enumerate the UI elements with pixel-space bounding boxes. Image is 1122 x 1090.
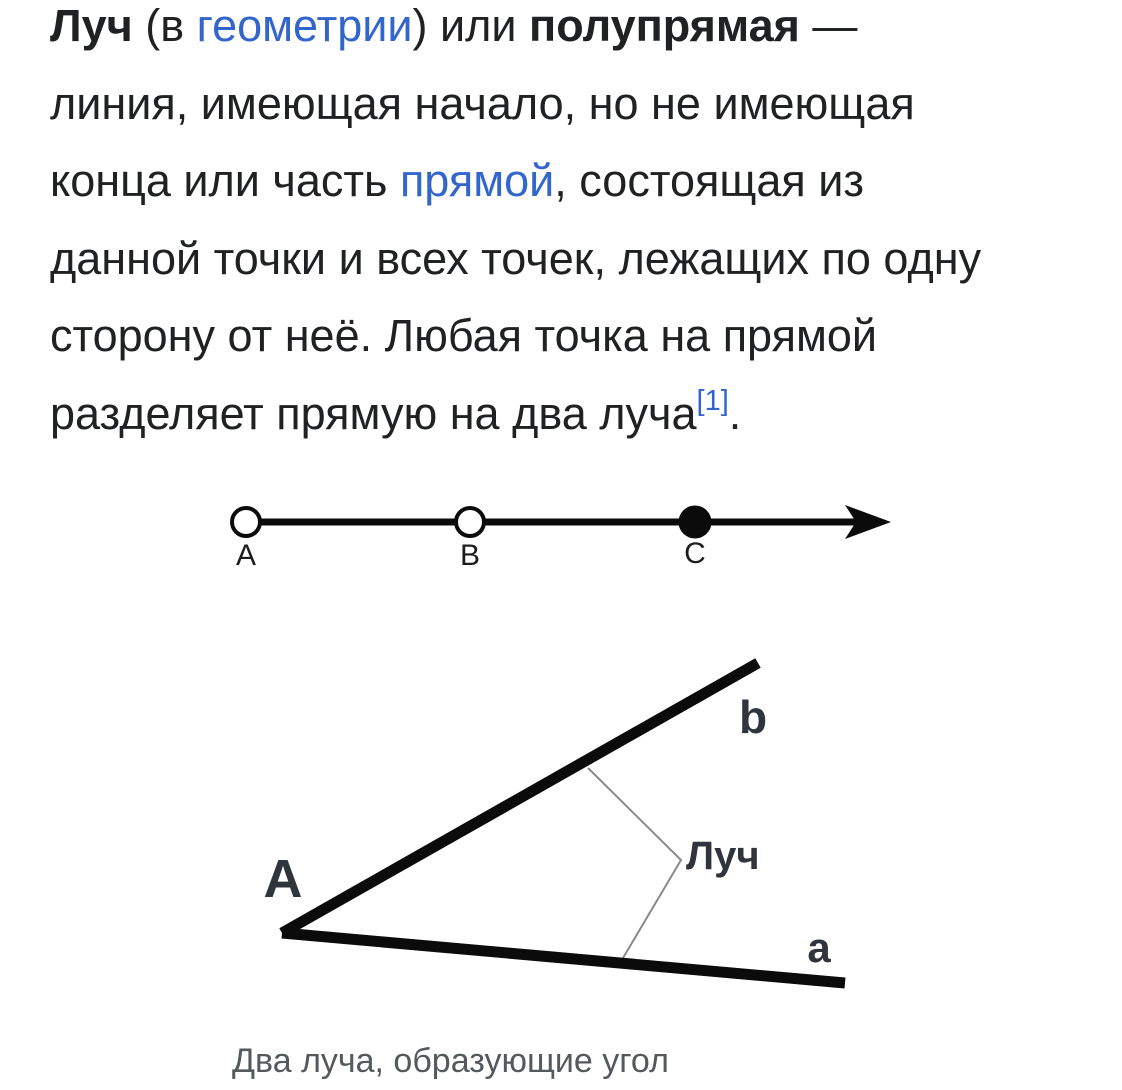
text-segment: сторону от неё. Любая точка на прямой	[50, 310, 878, 361]
text-line-2	[50, 65, 981, 143]
ray-a-label: a	[807, 924, 831, 971]
angle-rays-diagram	[230, 640, 890, 1000]
vertex-a-label: A	[263, 849, 303, 909]
text-line-4	[50, 220, 981, 298]
point-a-circle	[232, 508, 260, 536]
text-segment: разделяет прямую на два луча	[50, 387, 697, 439]
term-ray-bold: Луч	[50, 0, 133, 51]
reference-superscript	[697, 385, 729, 417]
ray-callout-label: Луч	[686, 834, 760, 878]
ray-b-label: b	[738, 691, 768, 743]
text-segment: конца или часть	[50, 155, 400, 206]
text-line-5	[50, 297, 981, 375]
intro-paragraph	[50, 0, 981, 452]
link-geometry[interactable]: геометрии	[196, 0, 413, 51]
text-line-1	[50, 0, 981, 65]
text-segment: , состоящая из	[554, 155, 865, 206]
text-segment: —	[799, 0, 858, 51]
text-line-3	[50, 142, 981, 220]
link-straight-line[interactable]: прямой	[399, 155, 555, 206]
callout-leader-lines	[588, 768, 681, 958]
ray-b-line	[282, 663, 758, 933]
text-line-6	[50, 375, 981, 453]
figure-caption: Два луча, образующие угол	[232, 1042, 669, 1080]
text-segment: ) или	[412, 0, 530, 51]
point-b-label: B	[459, 539, 481, 572]
text-segment: данной точки и всех точек, лежащих по одну	[50, 232, 982, 284]
reference-1-link[interactable]: [1]	[696, 384, 729, 417]
point-a-label: A	[235, 539, 257, 572]
term-halfline-bold: полупрямая	[529, 0, 800, 51]
point-b-circle	[456, 508, 484, 536]
ray-points-diagram	[215, 492, 910, 577]
text-segment: (в	[132, 0, 197, 51]
text-segment: линия, имеющая начало, но не имеющая	[50, 77, 915, 129]
text-segment: .	[728, 387, 742, 439]
ray-a-line	[282, 933, 845, 983]
point-c-label: C	[684, 537, 706, 570]
point-c-circle	[680, 507, 710, 537]
